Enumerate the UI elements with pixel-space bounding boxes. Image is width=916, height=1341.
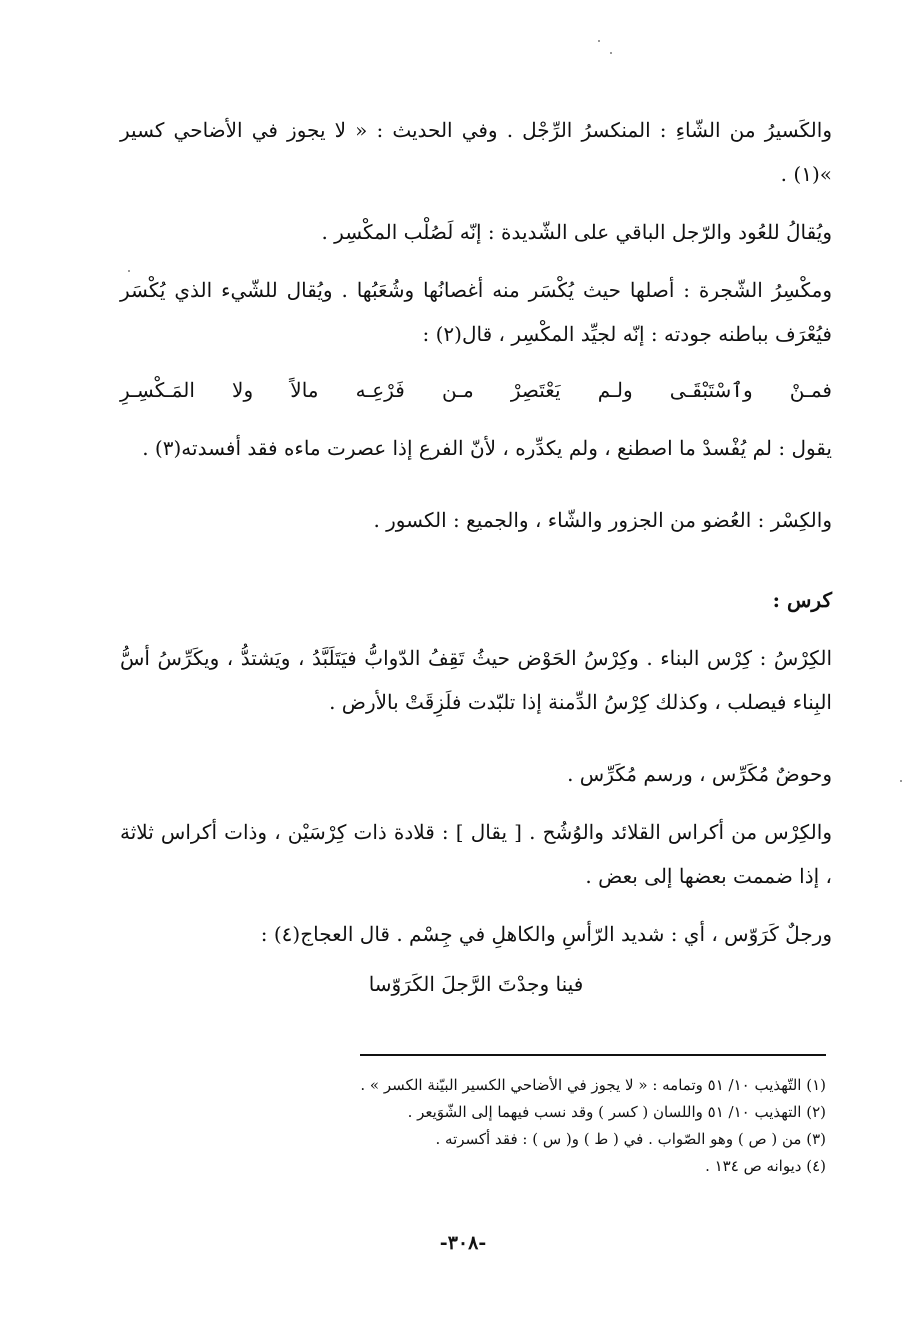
verse-word: وٱسْتَبْقَـى — [669, 378, 753, 402]
verse-line — [120, 368, 832, 412]
entry-heading: كرس : — [772, 588, 832, 612]
paragraph-kasir: والكَسيرُ من الشّاءِ : المنكسرُ الرِّجْل . وفي الحديث : « لا يجوز في الأضاحي كسير »(١) . — [120, 118, 832, 186]
footnote-3: (٣) من ( ص ) وهو الصّواب . في ( ط ) و( س ) : فقد أكسرته . — [435, 1130, 826, 1148]
main-text — [120, 108, 832, 1006]
scan-speck — [900, 780, 902, 782]
paragraph-mukarris: وحوضٌ مُكَرِّس ، ورسم مُكَرِّس . — [567, 762, 832, 786]
paragraph-aksar: والكِرْس من أكراس القلائد والوُشُح . [ يقال ] : قلادة ذات كِرْسَيْن ، وذات أكراس ثلاثة ، إذا ضممت بعضها إلى بعض . — [120, 820, 832, 888]
footnote-1: (١) التّهذيب ١٠/ ٥١ وتمامه : « لا يجوز في الأضاحي الكسير البيّنة الكسر » . — [360, 1076, 826, 1094]
verse-word: مـن — [441, 378, 474, 402]
footnotes — [250, 1072, 826, 1180]
scan-speck — [610, 52, 612, 54]
footnote-2: (٢) التهذيب ١٠/ ٥١ واللسان ( كسر ) وقد نسب فيهما إلى الشّوَيعر . — [407, 1103, 826, 1121]
paragraph-explanation: يقول : لم يُفْسدْ ما اصطنع ، ولم يكدِّره ، لأنّ الفرع إذا عصرت ماءه فقد أفسدته(٣) . — [142, 436, 832, 460]
verse-word: المَـكْسِـرِ — [120, 378, 195, 402]
paragraph-maksir-tree: ومكْسِرُ الشّجرة : أصلها حيث يُكْسَر منه أغصانُها وشُعَبُها . ويُقال للشّيء الذي يُكْسَر فيُعْرَف بباطنه جودته : إنّه لجيِّد المكْسِر ، قال(٢) : — [120, 278, 832, 346]
verse-word: فَرْعِـه — [355, 378, 405, 402]
scan-speck — [598, 40, 600, 42]
footnote-4: (٤) ديوانه ص ١٣٤ . — [705, 1157, 826, 1175]
paragraph-kisr: والكِسْر : العُضو من الجزور والشّاء ، والجميع : الكسور . — [373, 508, 832, 532]
verse-word: فمـنْ — [789, 378, 832, 402]
verse-word: مالاً — [290, 378, 319, 402]
verse-word: ولا — [232, 378, 254, 402]
verse-ajjaj: فينا وجدْتَ الرَّجلَ الكَرَوّسا — [368, 972, 584, 996]
paragraph-karawwas: ورجلٌ كَرَوّس ، أي : شديد الرّأسِ والكاهلِ في جِسْم . قال العجاج(٤) : — [260, 922, 832, 946]
page-number: -٣٠٨- — [439, 1232, 487, 1254]
paragraph-kirs: الكِرْسُ : كِرْس البناء . وكِرْسُ الحَوْض حيثُ تَقِفُ الدّوابُّ فيَتَلَبَّدُ ، ويَشتدُّ ، ويكَرِّسُ أسُّ البِناء فيصلب ، وكذلك كِرْسُ الدِّمنة إذا تلبّدت فلَزِقَتْ بالأرض . — [120, 646, 832, 714]
footnote-divider — [360, 1054, 826, 1056]
paragraph-maksir-wood: ويُقالُ للعُود والرّجل الباقي على الشّديدة : إنّه لَصُلْب المكْسِر . — [321, 220, 832, 244]
verse-word: يَعْتَصِرْ — [510, 378, 561, 402]
verse-word: ولـم — [597, 378, 633, 402]
